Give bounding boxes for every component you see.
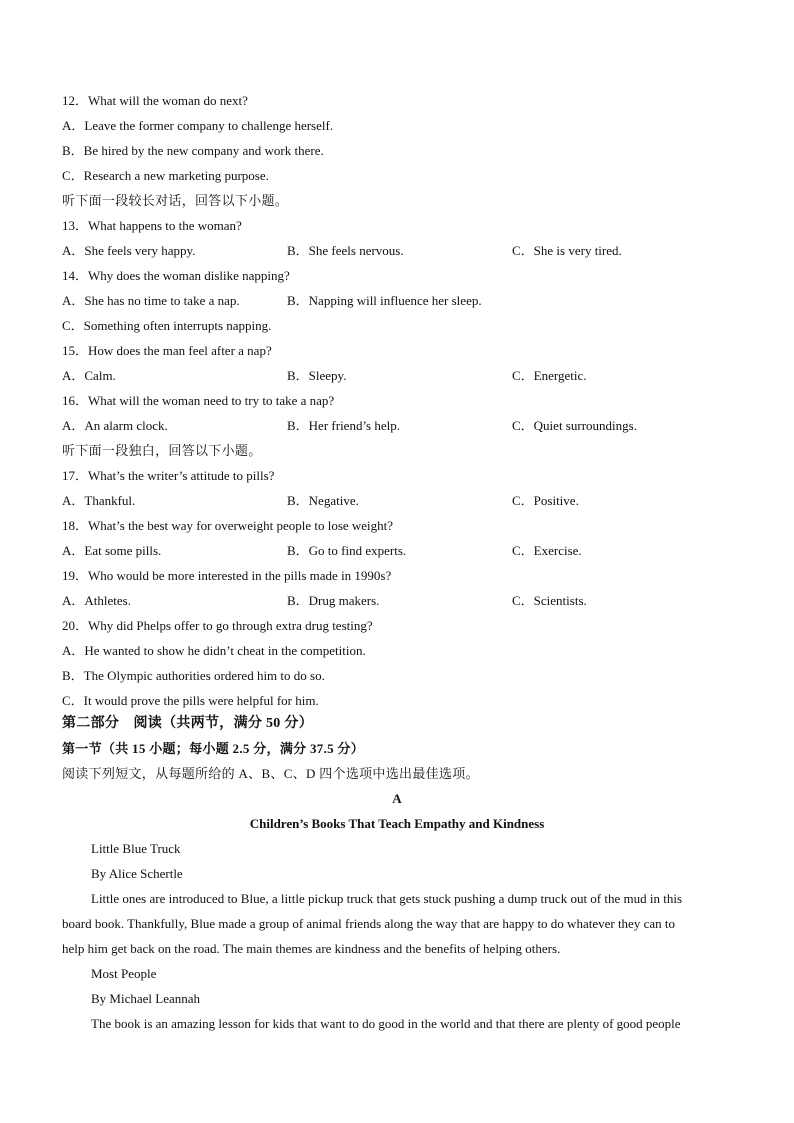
passage-letter: A [392, 791, 402, 806]
book1-paragraph-line-3: help him get back on the road. The main themes are kindness and the benefits of helping others. [62, 941, 561, 956]
monologue-instruction: 听下面一段独白，回答以下小题。 [62, 443, 262, 458]
q16-option-a: A．An alarm clock. [62, 418, 168, 433]
q16-option-c: C．Quiet surroundings. [512, 418, 637, 433]
section1-heading: 第一节（共 15 小题；每小题 2.5 分，满分 37.5 分） [62, 741, 365, 756]
q12-stem: 12．What will the woman do next? [62, 93, 248, 108]
q14-option-a: A．She has no time to take a nap. [62, 293, 240, 308]
q19-option-a: A．Athletes. [62, 593, 131, 608]
q14-stem: 14．Why does the woman dislike napping? [62, 268, 290, 283]
dialogue-instruction: 听下面一段较长对话，回答以下小题。 [62, 193, 289, 208]
book2-author: By Michael Leannah [91, 991, 201, 1006]
book1-title: Little Blue Truck [91, 841, 181, 856]
book2-paragraph-line-1: The book is an amazing lesson for kids that want to do good in the world and that there are plenty of good people [91, 1016, 681, 1031]
q17-option-b: B．Negative. [287, 493, 359, 508]
q19-stem: 19．Who would be more interested in the pills made in 1990s? [62, 568, 392, 583]
q12-option-a: A．Leave the former company to challenge herself. [62, 118, 334, 133]
q17-stem: 17．What’s the writer’s attitude to pills? [62, 468, 275, 483]
q16-option-b: B．Her friend’s help. [287, 418, 401, 433]
q13-stem: 13．What happens to the woman? [62, 218, 242, 233]
book2-title: Most People [91, 966, 157, 981]
q18-option-a: A．Eat some pills. [62, 543, 162, 558]
q20-option-c: C．It would prove the pills were helpful for him. [62, 693, 319, 708]
q12-option-b: B．Be hired by the new company and work there. [62, 143, 324, 158]
q13-option-c: C．She is very tired. [512, 243, 622, 258]
q14-option-c: C．Something often interrupts napping. [62, 318, 272, 333]
q13-option-a: A．She feels very happy. [62, 243, 196, 258]
part2-heading: 第二部分 阅读（共两节，满分 50 分） [62, 716, 313, 731]
q19-option-b: B．Drug makers. [287, 593, 380, 608]
q20-option-b: B．The Olympic authorities ordered him to do so. [62, 668, 325, 683]
q18-option-c: C．Exercise. [512, 543, 582, 558]
q18-stem: 18．What’s the best way for overweight people to lose weight? [62, 518, 394, 533]
passage-title: Children’s Books That Teach Empathy and Kindness [249, 816, 545, 831]
q13-option-b: B．She feels nervous. [287, 243, 404, 258]
book1-author: By Alice Schertle [91, 866, 183, 881]
book1-paragraph-line-1: Little ones are introduced to Blue, a little pickup truck that gets stuck pushing a dump truck out of the mud in this [91, 891, 683, 906]
q15-stem: 15．How does the man feel after a nap? [62, 343, 272, 358]
q19-option-c: C．Scientists. [512, 593, 587, 608]
book1-paragraph-line-2: board book. Thankfully, Blue made a group of animal friends along the way that are happy to do whatever they can to [62, 916, 675, 931]
q14-option-b: B．Napping will influence her sleep. [287, 293, 482, 308]
q12-option-c: C．Research a new marketing purpose. [62, 168, 269, 183]
reading-instruction: 阅读下列短文，从每题所给的 A、B、C、D 四个选项中选出最佳选项。 [62, 766, 479, 781]
q15-option-a: A．Calm. [62, 368, 116, 383]
q16-stem: 16．What will the woman need to try to take a nap? [62, 393, 335, 408]
q15-option-b: B．Sleepy. [287, 368, 347, 383]
q20-option-a: A．He wanted to show he didn’t cheat in the competition. [62, 643, 366, 658]
q18-option-b: B．Go to find experts. [287, 543, 407, 558]
q17-option-c: C．Positive. [512, 493, 579, 508]
q15-option-c: C．Energetic. [512, 368, 587, 383]
q20-stem: 20．Why did Phelps offer to go through extra drug testing? [62, 618, 373, 633]
q17-option-a: A．Thankful. [62, 493, 136, 508]
